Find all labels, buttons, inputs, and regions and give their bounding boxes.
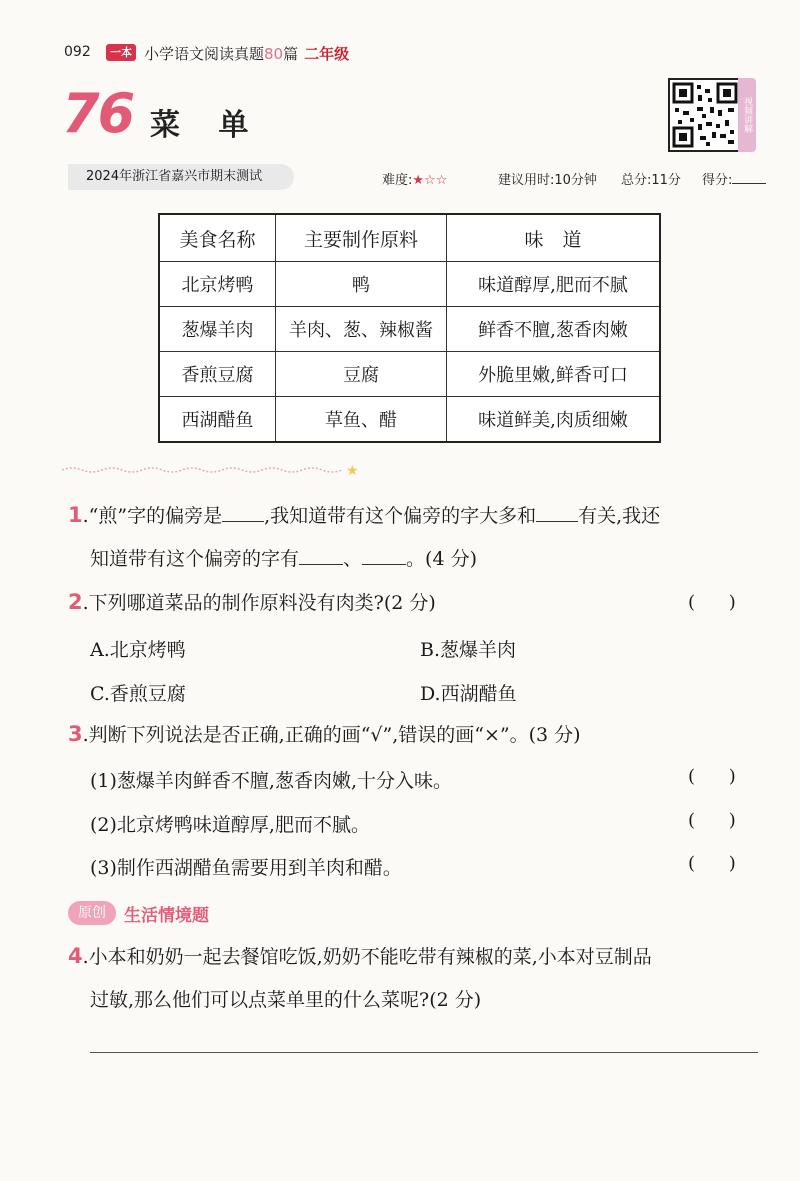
video-tab[interactable]: 视频讲解 xyxy=(738,78,756,152)
question-3 xyxy=(68,722,768,747)
series-title xyxy=(144,43,349,64)
q3-answer-paren-3[interactable]: ( ) xyxy=(688,853,750,874)
cell-dish: 北京烤鸭 xyxy=(159,262,276,307)
cell-taste: 鲜香不膻,葱香肉嫩 xyxy=(447,307,661,352)
question-number: 3 xyxy=(68,722,83,746)
q4-answer-line[interactable] xyxy=(90,1052,758,1053)
q3-answer-paren-2[interactable]: ( ) xyxy=(688,810,750,831)
table-row xyxy=(159,352,660,397)
decorative-divider xyxy=(62,462,359,479)
header-dish-name: 美食名称 xyxy=(159,214,276,262)
q1-text-1: .“煎”字的偏旁是 xyxy=(82,505,223,527)
table-row xyxy=(159,262,660,307)
suggested-time: 建议用时:10分钟 xyxy=(498,173,597,188)
q1-blank-meaning[interactable] xyxy=(536,503,578,522)
table-header-row xyxy=(159,214,660,262)
grade-label: 二年级 xyxy=(304,45,350,63)
difficulty xyxy=(382,169,447,188)
cell-dish: 香煎豆腐 xyxy=(159,352,276,397)
total-score: 总分:11分 xyxy=(621,173,681,188)
q1-blank-char-2[interactable] xyxy=(362,546,406,565)
question-2 xyxy=(68,590,436,615)
q4-text-2: 过敏,那么他们可以点菜单里的什么菜呢?(2 分) xyxy=(90,989,482,1011)
source-label: 2024年浙江省嘉兴市期末测试 xyxy=(68,164,294,190)
difficulty-stars: ★☆☆ xyxy=(412,173,448,188)
cell-taste: 味道鲜美,肉质细嫩 xyxy=(447,397,661,443)
qr-code-icon[interactable] xyxy=(668,78,742,152)
cell-dish: 葱爆羊肉 xyxy=(159,307,276,352)
star-icon: ★ xyxy=(346,463,359,479)
question-1-line-2 xyxy=(90,546,477,571)
table-row xyxy=(159,307,660,352)
header-taste: 味 道 xyxy=(447,214,661,262)
table-row xyxy=(159,397,660,443)
cell-taste: 外脆里嫩,鲜香可口 xyxy=(447,352,661,397)
q2-option-a[interactable]: A.北京烤鸭 xyxy=(90,639,186,661)
q1-text-3: 有关,我还 xyxy=(578,505,661,527)
cell-taste: 味道醇厚,肥而不腻 xyxy=(447,262,661,307)
section-title: 生活情境题 xyxy=(124,906,209,926)
q1-blank-radical[interactable] xyxy=(222,503,264,522)
series-prefix: 小学语文阅读真题 xyxy=(144,45,265,63)
q3-text: .判断下列说法是否正确,正确的画“√”,错误的画“×”。(3 分) xyxy=(82,724,581,746)
q2-answer-paren[interactable]: ( ) xyxy=(688,592,750,613)
q3-item-3: (3)制作西湖醋鱼需要用到羊肉和醋。 xyxy=(90,857,402,879)
difficulty-label: 难度: xyxy=(382,173,413,188)
q1-text-6: 。(4 分) xyxy=(406,548,477,570)
score-field xyxy=(702,169,766,188)
q1-text-5: 、 xyxy=(343,548,363,570)
cell-ingredients: 鸭 xyxy=(276,262,447,307)
cell-ingredients: 豆腐 xyxy=(276,352,447,397)
q3-answer-paren-1[interactable]: ( ) xyxy=(688,766,750,787)
q2-option-d[interactable]: D.西湖醋鱼 xyxy=(420,683,517,705)
cell-ingredients: 草鱼、醋 xyxy=(276,397,447,443)
lesson-title: 菜 单 xyxy=(150,108,263,143)
q2-option-c[interactable]: C.香煎豆腐 xyxy=(90,683,186,705)
q2-option-b[interactable]: B.葱爆羊肉 xyxy=(420,639,517,661)
cell-ingredients: 羊肉、葱、辣椒酱 xyxy=(276,307,447,352)
q4-text-1: .小本和奶奶一起去餐馆吃饭,奶奶不能吃带有辣椒的菜,小本对豆制品 xyxy=(82,946,652,968)
cell-dish: 西湖醋鱼 xyxy=(159,397,276,443)
brand-logo: 一本 xyxy=(106,44,136,61)
series-count: 80 xyxy=(264,45,284,63)
q3-item-2: (2)北京烤鸭味道醇厚,肥而不腻。 xyxy=(90,814,370,836)
original-badge: 原创 xyxy=(68,901,116,925)
q1-blank-char-1[interactable] xyxy=(299,546,343,565)
question-number: 2 xyxy=(68,590,83,614)
question-number: 4 xyxy=(68,944,83,968)
score-label: 得分: xyxy=(702,173,733,188)
question-number: 1 xyxy=(68,503,83,527)
question-1 xyxy=(68,503,768,528)
info-bar xyxy=(68,164,768,190)
lesson-number: 76 xyxy=(62,82,134,145)
q1-text-2: ,我知道带有这个偏旁的字大多和 xyxy=(264,505,537,527)
question-4 xyxy=(68,944,768,969)
score-blank[interactable] xyxy=(732,169,766,184)
header-ingredients: 主要制作原料 xyxy=(276,214,447,262)
q2-text: .下列哪道菜品的制作原料没有肉类?(2 分) xyxy=(82,592,436,614)
q1-text-4: 知道带有这个偏旁的字有 xyxy=(90,548,300,570)
series-suffix: 篇 xyxy=(283,45,299,63)
menu-table xyxy=(158,213,661,443)
q3-item-1: (1)葱爆羊肉鲜香不膻,葱香肉嫩,十分入味。 xyxy=(90,770,452,792)
page-number: 092 xyxy=(64,44,91,60)
